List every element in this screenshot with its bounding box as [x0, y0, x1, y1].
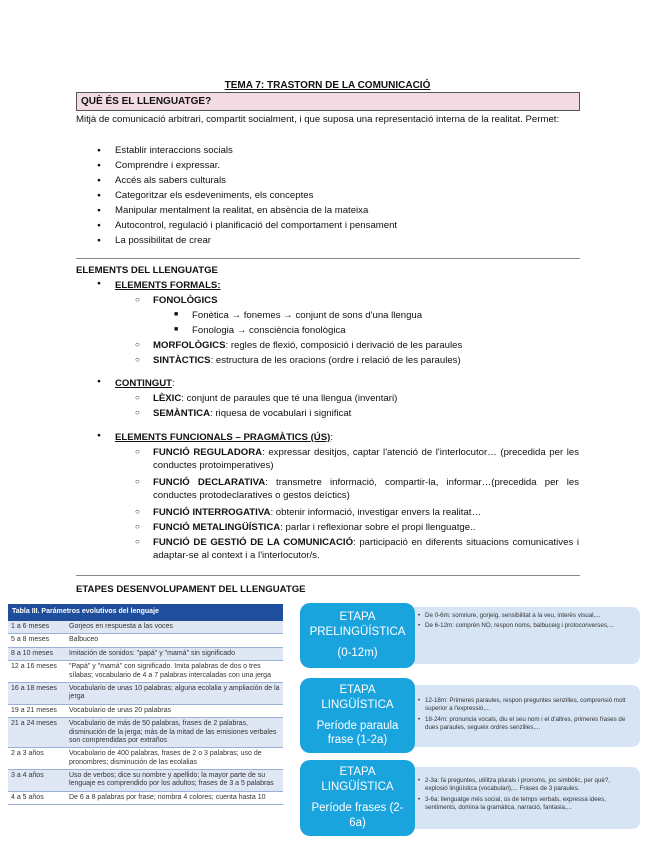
sintactics-text: : estructura de les oracions (ordre i relació de les paraules): [210, 355, 461, 366]
table-row: [8, 634, 283, 647]
intro-paragraph: Mitjà de comunicació arbitrari, compartit socialment, i que suposa una representació interna de la realitat. Permet:: [76, 114, 560, 125]
funcio-text: : obtenir informació, investigar envers la realitat…: [270, 507, 482, 518]
stage-description: [408, 767, 640, 829]
stage-name: ETAPA LINGÜÍSTICA: [321, 683, 394, 711]
list-item: ● Autocontrol, regulació i planificació del comportament i pensament: [115, 218, 397, 233]
sintactics-term: SINTÀCTICS: [153, 355, 211, 366]
fonetica-item: ■ Fonètica → fonemes → conjunt de sons d'una llengua: [192, 310, 422, 323]
funcio-text: : transmetre informació, compartir-la, informar…(precedida per les conductes protodeclaratives o gestos deíctics): [153, 477, 579, 501]
stage-period: (0-12m): [337, 646, 378, 659]
evolutive-parameters-table: [8, 604, 283, 805]
stage-box: [300, 678, 415, 753]
age-cell: 12 a 16 meses: [8, 661, 66, 683]
desc-cell: Uso de verbos; dice su nombre y apellido; la mayor parte de su lenguaje es comprendido por los adultos; frases de 3 a 5 palabras: [66, 770, 283, 792]
lexic-term: LÈXIC: [153, 393, 182, 404]
table-row: [8, 770, 283, 792]
age-cell: 5 a 8 meses: [8, 634, 66, 647]
divider: [76, 258, 580, 259]
section-title-elements: ELEMENTS DEL LLENGUATGE: [76, 265, 218, 276]
list-item: • De 6-12m: comprèn NO, respon noms, balbuceig i protoconverses,...: [418, 622, 634, 630]
desc-cell: Vocabulario de unas 20 palabras: [66, 704, 283, 717]
age-cell: 3 a 4 años: [8, 770, 66, 792]
age-cell: 1 a 6 meses: [8, 621, 66, 634]
desc-cell: Gorjeos en respuesta a las voces: [66, 621, 283, 634]
semantica-item: [153, 408, 351, 421]
stage-box: [300, 760, 415, 836]
contingut-colon: :: [172, 378, 175, 389]
list-item: • 12-18m: Primeres paraules, respon preguntes senzilles, comprensió molt superior a l'expressió,...: [418, 697, 634, 714]
fonologics-heading: ○ FONOLÒGICS: [153, 295, 218, 308]
contingut-heading-text: CONTINGUT: [115, 378, 173, 389]
funcio-term: FUNCIÓ METALINGÜÍSTICA: [153, 522, 281, 533]
stage-description: [408, 685, 640, 747]
funcio-term: FUNCIÓ REGULADORA: [153, 447, 263, 458]
age-cell: 2 a 3 años: [8, 748, 66, 770]
table-row: [8, 704, 283, 717]
stage-period: Període frases (2-6a): [311, 802, 404, 829]
funcio-gestio-item: [153, 537, 579, 563]
morfologics-item: [153, 340, 462, 353]
desc-cell: "Papá" y "mamá" con significado. Imita palabras de dos o tres sílabas; vocabulario de 4 a 7 palabras intercaladas con una jerga: [66, 661, 283, 683]
age-cell: 21 a 24 meses: [8, 718, 66, 748]
stage-description: [408, 607, 640, 664]
desc-cell: Balbuceo: [66, 634, 283, 647]
list-item: • 18-24m: pronuncia vocals, diu el seu nom i el d'altres, primeres frases de dues paraules, segueix ordres senzilles,...: [418, 716, 634, 733]
morfologics-term: MORFOLÒGICS: [153, 340, 226, 351]
funcio-term: FUNCIÓ DECLARATIVA: [153, 477, 266, 488]
table-header: Tabla III. Parámetros evolutivos del lenguaje: [8, 604, 283, 621]
stage-name: ETAPA PRELINGÜÍSTICA: [309, 611, 406, 639]
age-cell: 4 a 5 años: [8, 791, 66, 804]
uses-list: [115, 143, 397, 248]
age-cell: 8 a 10 meses: [8, 647, 66, 660]
stage-name: ETAPA LINGÜÍSTICA: [321, 766, 394, 794]
list-item: ● Manipular mentalment la realitat, en absència de la mateixa: [115, 203, 397, 218]
desc-cell: Vocabulario de unas 10 palabras; alguna ecolalia y ampliación de la jerga: [66, 682, 283, 704]
lexic-item: [153, 393, 397, 406]
desc-cell: Vocabulario de 400 palabras, frases de 2 o 3 palabras; uso de pronombres; disminución de las ecolalias: [66, 748, 283, 770]
funcionals-heading: [115, 432, 333, 445]
page-title: TEMA 7: TRASTORN DE LA COMUNICACIÓ: [224, 80, 431, 91]
lexic-text: : conjunt de paraules que té una llengua (inventari): [181, 393, 398, 404]
list-item: ● Categoritzar els esdeveniments, els conceptes: [115, 188, 397, 203]
list-item: ● Comprendre i expressar.: [115, 158, 397, 173]
table-row: [8, 621, 283, 634]
sintactics-item: [153, 355, 461, 368]
funcio-text: : expressar desitjos, captar l'atenció de l'interlocutor… (precedida per les conductes protoimperatives): [153, 447, 579, 471]
formals-heading-text: ELEMENTS FORMALS:: [115, 280, 221, 291]
list-item: • 2-3a: fa preguntes, utilitza plurals i pronoms, joc simbòlic, per què?, explosió lingüística (vocabulari),... Frases de 3 paraules.: [418, 777, 634, 794]
desc-cell: Imitación de sonidos: "papá" y "mamá" sin significado: [66, 647, 283, 660]
desc-cell: De 6 a 8 palabras por frase; nombra 4 colores; cuenta hasta 10: [66, 791, 283, 804]
table-row: [8, 647, 283, 660]
funcionals-heading-text: ELEMENTS FUNCIONALS – PRAGMÀTICS (ÚS): [115, 432, 331, 443]
funcio-term: FUNCIÓ DE GESTIÓ DE LA COMUNICACIÓ: [153, 537, 354, 548]
list-item: ● Accés als sabers culturals: [115, 173, 397, 188]
funcio-reguladora-item: [153, 447, 579, 473]
semantica-term: SEMÀNTICA: [153, 408, 211, 419]
funcio-metalinguistica-item: [153, 522, 475, 535]
semantica-text: : riquesa de vocabulari i significat: [210, 408, 352, 419]
list-item: • 3-6a: llenguatge més social, ús de temps verbals, expressa idees, sentiments, domina la gramàtica, narració, fantasia,...: [418, 796, 634, 813]
list-item: • De 0-6m: somriure, gorjeig, sensibilitat a la veu, interès visual,...: [418, 612, 634, 620]
funcionals-colon: :: [330, 432, 334, 443]
funcio-term: FUNCIÓ INTERROGATIVA: [153, 507, 271, 518]
desc-cell: Vocabulario de más de 50 palabras, frases de 2 palabras, disminución de la jerga; más de la mitad de las emisiones verbales son comprendidas por extraños: [66, 718, 283, 748]
question-heading: QUÈ ÉS EL LLENGUATGE?: [76, 92, 580, 111]
stage-period: Període paraula frase (1-2a): [316, 719, 399, 747]
funcio-text: : parlar i reflexionar sobre el propi llenguatge..: [280, 522, 476, 533]
list-item: ● La possibilitat de crear: [115, 233, 397, 248]
list-item: ● Establir interaccions socials: [115, 143, 397, 158]
table-row: [8, 791, 283, 804]
funcio-interrogativa-item: [153, 507, 481, 520]
morfologics-text: : regles de flexió, composició i derivació de les paraules: [225, 340, 463, 351]
funcio-declarativa-item: [153, 477, 579, 503]
section-title-etapes: ETAPES DESENVOLUPAMENT DEL LLENGUATGE: [76, 584, 306, 595]
contingut-heading: [115, 378, 175, 391]
stage-box: [300, 603, 415, 668]
fonologia-item: ■ Fonologia → consciència fonològica: [192, 325, 346, 338]
age-cell: 16 a 18 meses: [8, 682, 66, 704]
divider: [76, 575, 580, 576]
formals-heading: [115, 280, 221, 293]
table-row: [8, 682, 283, 704]
table-row: [8, 718, 283, 748]
funcio-text: : participació en diferents situacions comunicatives i adaptar-se al context i a l'interlocutor/s.: [153, 537, 579, 561]
age-cell: 19 a 21 meses: [8, 704, 66, 717]
table-row: [8, 748, 283, 770]
table-row: [8, 661, 283, 683]
